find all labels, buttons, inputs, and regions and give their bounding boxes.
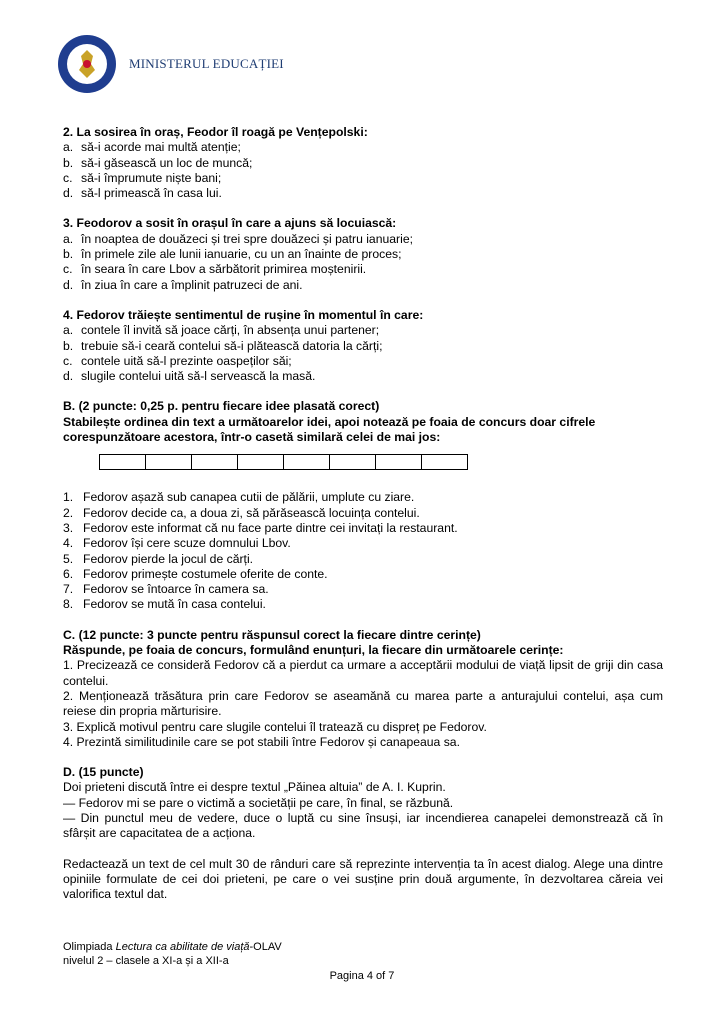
page-footer [63, 940, 282, 968]
question-2 [63, 125, 663, 201]
ministry-name: MINISTERUL EDUCAȚIEI [129, 56, 284, 71]
section-title: B. (2 puncte: 0,25 p. pentru fiecare idee plasată corect) [63, 399, 380, 414]
answer-cell [421, 454, 468, 470]
list-item: 1. Fedorov așază sub canapea cutii de pălării, umplute cu ziare. [63, 490, 415, 505]
answer-cell [375, 454, 421, 470]
section-instruction: Răspunde, pe foaia de concurs, formulând enunțuri, la fiecare din următoarele cerințe: [63, 643, 564, 658]
requirement: 1. Precizează ce consideră Fedorov că a pierdut ca urmare a acceptării modului de viață lipsit de griji din casa contelui. [63, 658, 663, 688]
section-title: D. (15 puncte) [63, 765, 144, 780]
option: d. în ziua în care a împlinit patruzeci de ani. [63, 277, 303, 292]
section-instruction: Stabilește ordinea din text a următoarelor idei, apoi notează pe foaia de concurs doar cifrele corespunzătoare acestora, într-o casetă similară celei de mai jos: [63, 414, 596, 445]
answer-cell [191, 454, 237, 470]
section-d [63, 765, 663, 902]
requirement: 4. Prezintă similitudinile care se pot stabili între Fedorov și canapeaua sa. [63, 734, 460, 749]
answer-cell [237, 454, 283, 470]
option: c. în seara în care Lbov a sărbătorit primirea moștenirii. [63, 262, 367, 277]
answer-cell [99, 454, 145, 470]
question-title: 2. La sosirea în oraș, Feodor îl roagă pe Vențepolski: [63, 125, 368, 139]
answer-cell [283, 454, 329, 470]
dialog-line: — Din punctul meu de vedere, duce o luptă cu sine însuși, iar incendierea canapelei demonstrează că în sfârșit are capacitatea de a acționa. [63, 810, 663, 841]
option: d. să-l primească în casa lui. [63, 186, 222, 201]
answer-cell [329, 454, 375, 470]
list-item: 3. Fedorov este informat că nu face parte dintre cei invitați la restaurant. [63, 520, 458, 535]
option: b. în primele zile ale lunii ianuarie, cu un an înainte de proces; [63, 247, 402, 262]
list-item: 4. Fedorov își cere scuze domnului Lbov. [63, 536, 291, 551]
answer-cell [145, 454, 191, 470]
government-seal-icon [57, 34, 117, 94]
page-header [57, 34, 284, 94]
list-item: 8. Fedorov se mută în casa contelui. [63, 597, 266, 612]
section-c [63, 628, 663, 750]
section-title: C. (12 puncte: 3 puncte pentru răspunsul corect la fiecare dintre cerințe) [63, 627, 481, 642]
dialog-intro: Doi prieteni discută între ei despre textul „Păinea altuia” de A. I. Kuprin. [63, 780, 446, 795]
question-4 [63, 308, 663, 384]
section-b [63, 399, 663, 612]
page-content [63, 125, 663, 902]
question-title: 4. Fedorov trăiește sentimentul de rușine în momentul în care: [63, 307, 424, 322]
option: c. contele uită să-l prezinte oaspeților săi; [63, 353, 292, 368]
answer-box [99, 454, 663, 470]
list-item: 6. Fedorov primește costumele oferite de conte. [63, 566, 328, 581]
question-title: 3. Feodorov a sosit în orașul în care a ajuns să locuiască: [63, 216, 397, 231]
question-3 [63, 216, 663, 292]
option: a. să-i acorde mai multă atenție; [63, 140, 241, 155]
footer-olympiad: Olimpiada Lectura ca abilitate de viață-OLAV [63, 941, 282, 953]
option: d. slugile contelui uită să-l servească la masă. [63, 369, 316, 384]
option: c. să-i împrumute niște bani; [63, 170, 222, 185]
requirement: 2. Menționează trăsătura prin care Fedorov se aseamănă cu marea parte a anturajului contelui, așa cum reiese din propria mărturisire. [63, 688, 663, 719]
list-item: 5. Fedorov pierde la jocul de cărți. [63, 551, 254, 566]
option: b. trebuie să-i ceară contelui să-i plătească datoria la cărți; [63, 338, 383, 353]
requirement: 3. Explică motivul pentru care slugile contelui îl tratează cu dispreț pe Fedorov. [63, 719, 487, 734]
option: a. contele îl invită să joace cărți, în absența unui partener; [63, 323, 380, 338]
footer-level: nivelul 2 – clasele a XI-a și a XII-a [63, 955, 229, 967]
option: b. să-i găsească un loc de muncă; [63, 155, 253, 170]
list-item: 7. Fedorov se întoarce în camera sa. [63, 582, 269, 597]
option: a. în noaptea de douăzeci și trei spre douăzeci și patru ianuarie; [63, 231, 413, 246]
page-number: Pagina 4 of 7 [329, 970, 395, 982]
list-item: 2. Fedorov decide ca, a doua zi, să părăsească locuința contelui. [63, 505, 420, 520]
dialog-line: — Fedorov mi se pare o victimă a societății pe care, în final, se răzbună. [63, 795, 454, 810]
writing-task: Redactează un text de cel mult 30 de rânduri care să reprezinte intervenția ta în acest dialog. Alege una dintre opiniile formulate de cei doi prieteni, pe care o vei susține prin două argumente, în dezvoltarea căreia vei valorifica textul dat. [63, 856, 663, 902]
